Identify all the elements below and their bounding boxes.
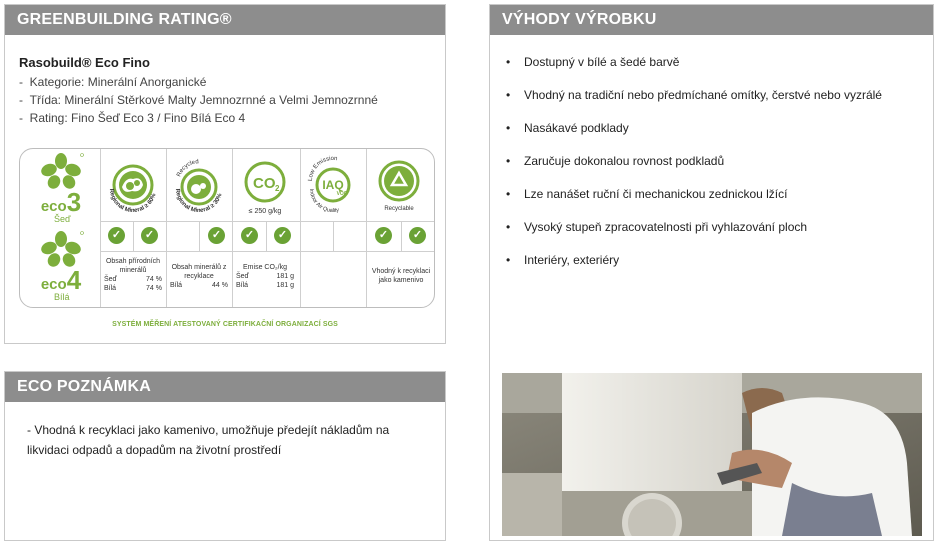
product-benefits-panel bbox=[489, 4, 934, 541]
natural-content-desc bbox=[104, 257, 162, 293]
check-icon: ✓ bbox=[241, 227, 258, 244]
svg-text:Regional Mineral ≥ 30%: Regional Mineral ≥ 30% bbox=[173, 188, 224, 215]
check-icon: ✓ bbox=[208, 227, 225, 244]
natural-content-title: Obsah přírodních minerálů bbox=[105, 258, 161, 274]
svg-text:Recyclable: Recyclable bbox=[384, 206, 414, 212]
grid-divider bbox=[266, 221, 267, 251]
rating-table bbox=[19, 148, 435, 308]
eco3-label: eco bbox=[40, 198, 67, 215]
certification-note: SYSTÉM MĚŘENÍ ATESTOVANÝ CERTIFIKAČNÍ ORGANIZACÍ SGS bbox=[112, 321, 338, 328]
attribute-category: - Kategorie: Minerální Anorganické bbox=[19, 73, 378, 91]
natural-content-row: Šeď 74 % bbox=[104, 276, 162, 283]
list-item: • Nasákavé podklady bbox=[506, 121, 629, 135]
check-icon: ✓ bbox=[108, 227, 125, 244]
svg-text:Regional Mineral ≥ 60%: Regional Mineral ≥ 60% bbox=[107, 188, 158, 215]
eco4-badge bbox=[26, 231, 96, 302]
grid-divider bbox=[133, 221, 134, 251]
grid-divider bbox=[100, 251, 435, 252]
svg-text:Low Emission: Low Emission bbox=[307, 155, 338, 182]
list-item: • Interiéry, exteriéry bbox=[506, 253, 620, 267]
eco-badges bbox=[20, 149, 100, 308]
recyclable-title: Vhodný k recyklaci jako kamenivo bbox=[371, 268, 431, 284]
iaq-voc-icon bbox=[300, 155, 366, 219]
list-item: • Vhodný na tradiční nebo předmíchané omítky, čerstvé nebo vyzrálé bbox=[506, 88, 882, 102]
product-name: Rasobuild® Eco Fino bbox=[19, 55, 150, 70]
recycled-regional-mineral-icon bbox=[166, 155, 232, 219]
check-icon: ✓ bbox=[141, 227, 158, 244]
grid-divider bbox=[100, 221, 435, 222]
eco-leaf-icon bbox=[38, 153, 84, 189]
grid-divider bbox=[333, 221, 334, 251]
attribute-class: - Třída: Minerální Stěrkové Malty Jemnozrnné a Velmi Jemnozrnné bbox=[19, 91, 378, 109]
co2-icon bbox=[232, 155, 298, 219]
natural-content-row: Bílá 74 % bbox=[104, 285, 162, 292]
eco3-number: 3 bbox=[66, 187, 82, 217]
product-attributes bbox=[19, 73, 378, 127]
recycled-content-desc bbox=[170, 263, 228, 290]
grid-divider bbox=[199, 221, 200, 251]
eco4-variant: Bílá bbox=[54, 292, 70, 302]
greenbuilding-title: GREENBUILDING RATING® bbox=[5, 5, 445, 35]
svg-text:2: 2 bbox=[275, 184, 280, 193]
eco4-number: 4 bbox=[66, 265, 82, 295]
co2-row: Šeď 181 g bbox=[236, 273, 294, 280]
recycled-content-row: Bílá 44 % bbox=[170, 282, 228, 289]
eco-note-panel bbox=[4, 371, 446, 541]
list-item: • Zaručuje dokonalou rovnost podkladů bbox=[506, 154, 725, 168]
list-item: • Lze nanášet ruční či mechanickou zednickou lžící bbox=[506, 187, 788, 201]
co2-row: Bílá 181 g bbox=[236, 282, 294, 289]
eco4-label: eco bbox=[40, 276, 67, 293]
svg-text:≤ 250 g/kg: ≤ 250 g/kg bbox=[248, 208, 282, 215]
eco-leaf-icon bbox=[38, 231, 84, 267]
worker-plastering-photo bbox=[502, 373, 922, 536]
recyclable-desc bbox=[370, 267, 432, 285]
greenbuilding-rating-panel bbox=[4, 4, 446, 344]
benefits-list bbox=[506, 55, 882, 286]
eco-note-title: ECO POZNÁMKA bbox=[5, 372, 445, 402]
svg-text:VOC: VOC bbox=[336, 191, 348, 197]
svg-text:Indoor Air Quality: Indoor Air Quality bbox=[307, 188, 340, 215]
grid-divider bbox=[401, 221, 402, 251]
list-item: • Vysoký stupeň zpracovatelnosti při vyhlazování ploch bbox=[506, 220, 808, 234]
check-icon: ✓ bbox=[375, 227, 392, 244]
svg-text:CO: CO bbox=[253, 175, 276, 192]
list-item: • Dostupný v bílé a šedé barvě bbox=[506, 55, 680, 69]
check-icon: ✓ bbox=[274, 227, 291, 244]
eco3-badge bbox=[26, 153, 96, 224]
regional-mineral-icon bbox=[100, 155, 166, 219]
attribute-rating: - Rating: Fino Šeď Eco 3 / Fino Bílá Eco 4 bbox=[19, 109, 378, 127]
co2-desc bbox=[236, 263, 294, 290]
co2-title: Emise CO₂/kg bbox=[243, 264, 287, 271]
check-icon: ✓ bbox=[409, 227, 426, 244]
recycled-content-title: Obsah minerálů z recyklace bbox=[171, 264, 227, 280]
recyclable-icon bbox=[366, 155, 432, 219]
eco3-variant: Šeď bbox=[54, 214, 71, 224]
benefits-title: VÝHODY VÝROBKU bbox=[490, 5, 933, 35]
eco-note-text: - Vhodná k recyklaci jako kamenivo, umožňuje předejít nákladům na likvidaci odpadů a dopadům na životní prostředí bbox=[27, 423, 390, 457]
svg-text:Recycled: Recycled bbox=[176, 159, 199, 178]
svg-text:IAQ: IAQ bbox=[322, 178, 344, 192]
